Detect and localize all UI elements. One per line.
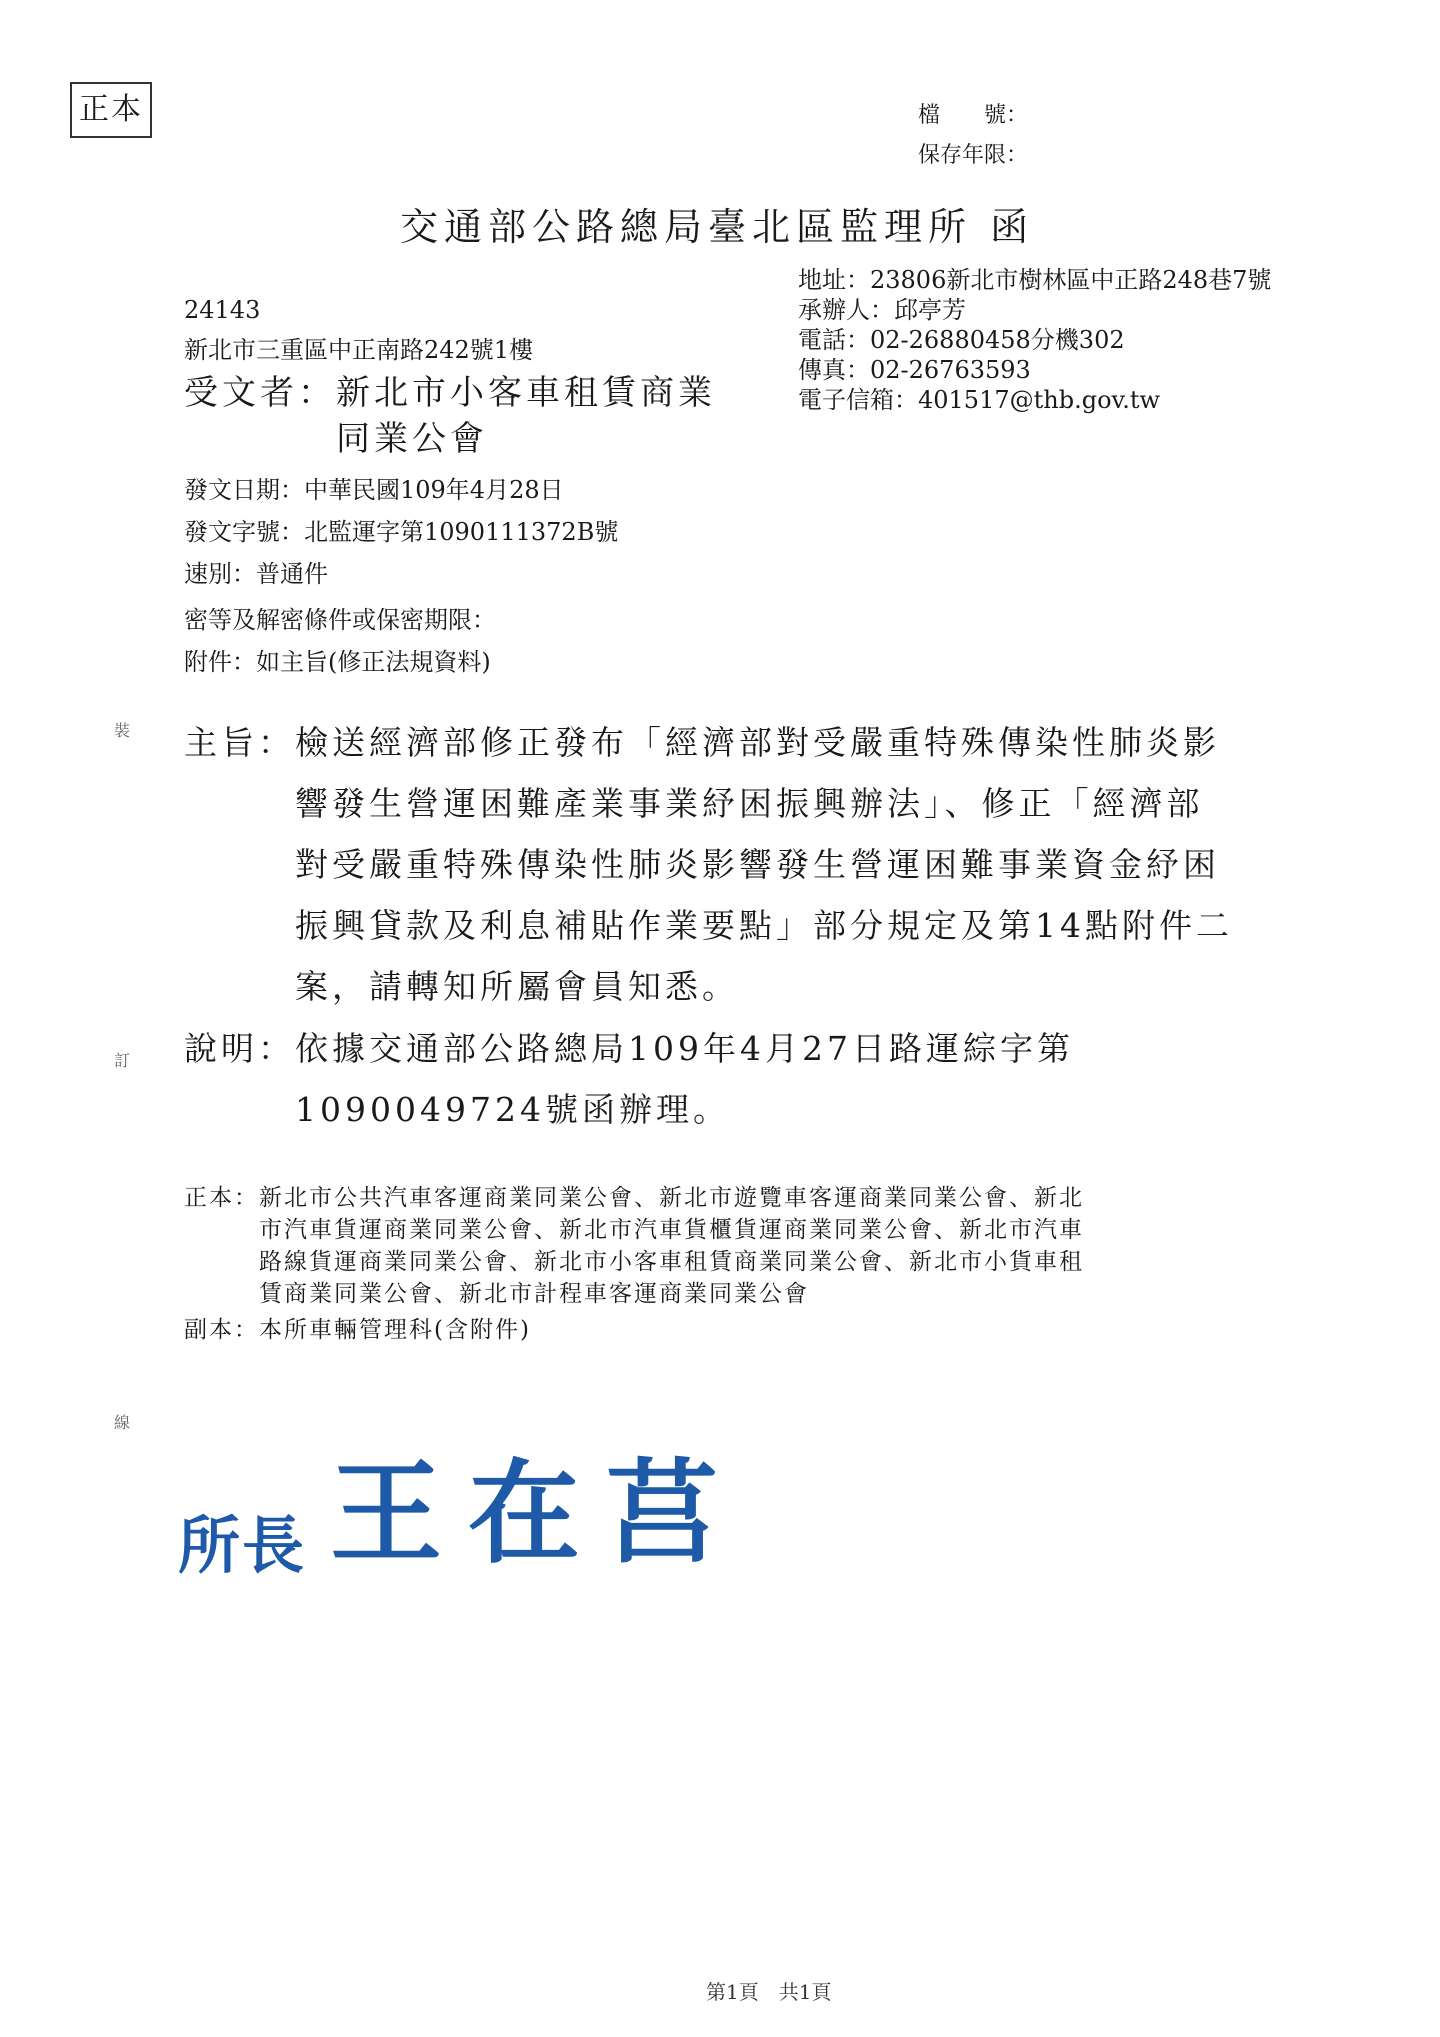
recipient-name-line1: 新北市小客車租賃商業 xyxy=(336,373,716,413)
duplicate-recipients: 副本：本所車輛管理科(含附件) xyxy=(184,1317,531,1343)
original-recipients-list xyxy=(259,1182,1084,1310)
subject-line-3: 對受嚴重特殊傳染性肺炎影響發生營運困難事業資金紓困 xyxy=(295,845,1220,884)
sender-handler: 承辦人：邱亭芳 xyxy=(798,296,966,324)
receiver-postal-code: 24143 xyxy=(184,296,261,324)
recipient-block xyxy=(184,370,716,462)
subject-line-2: 響發生營運困難產業事業紓困振興辦法」、修正「經濟部 xyxy=(295,784,1204,823)
explanation-section xyxy=(184,1018,1074,1140)
sender-email: 電子信箱：401517@thb.gov.tw xyxy=(798,386,1161,414)
binding-mark-2: 訂 xyxy=(114,1051,131,1070)
explanation-label: 說明： xyxy=(184,1029,295,1068)
subject-line-1: 檢送經濟部修正發布「經濟部對受嚴重特殊傳染性肺炎影 xyxy=(295,723,1220,762)
original-copy-stamp: 正本 xyxy=(70,82,152,138)
document-number: 發文字號：北監運字第1090111372B號 xyxy=(184,518,619,546)
recipient-label: 受文者： xyxy=(184,373,336,413)
explanation-line-2: 1090049724號函辦理。 xyxy=(295,1090,730,1129)
original-recipients-line-3: 路線貨運商業同業公會、新北市小客車租賃商業同業公會、新北市小貨車租 xyxy=(259,1249,1084,1275)
recipient-name xyxy=(336,370,716,462)
binding-mark-3: 線 xyxy=(114,1413,131,1432)
sender-address: 地址：23806新北市樹林區中正路248巷7號 xyxy=(798,266,1272,294)
subject-label: 主旨： xyxy=(184,723,295,762)
subject-text xyxy=(295,712,1233,1017)
explanation-text xyxy=(295,1018,1074,1140)
receiver-address: 新北市三重區中正南路242號1樓 xyxy=(184,336,534,364)
subject-line-4: 振興貸款及利息補貼作業要點」部分規定及第14點附件二 xyxy=(295,906,1233,945)
subject-line-5: 案，請轉知所屬會員知悉。 xyxy=(295,967,739,1006)
page-number: 第1頁 共1頁 xyxy=(706,1980,832,2004)
signature-title: 所長 xyxy=(178,1509,307,1582)
document-title: 交通部公路總局臺北區監理所 函 xyxy=(400,205,1035,249)
secrecy-level: 密等及解密條件或保密期限： xyxy=(184,606,496,634)
subject-section xyxy=(184,712,1233,1017)
original-recipients xyxy=(184,1182,1084,1310)
director-signature-seal xyxy=(178,1424,744,1585)
original-recipients-line-4: 賃商業同業公會、新北市計程車客運商業同業公會 xyxy=(259,1281,809,1307)
explanation-line-1: 依據交通部公路總局109年4月27日路運綜字第 xyxy=(295,1029,1074,1068)
signature-name: 王在莒 xyxy=(330,1448,745,1579)
delivery-speed: 速別：普通件 xyxy=(184,560,328,588)
retention-period-label: 保存年限： xyxy=(918,143,1029,168)
file-number-label: 檔 號： xyxy=(918,103,1029,128)
sender-phone: 電話：02-26880458分機302 xyxy=(798,326,1125,354)
original-recipients-line-2: 市汽車貨運商業同業公會、新北市汽車貨櫃貨運商業同業公會、新北市汽車 xyxy=(259,1217,1084,1243)
recipient-name-line2: 同業公會 xyxy=(336,419,488,459)
attachment-note: 附件：如主旨(修正法規資料) xyxy=(184,648,491,676)
binding-mark-1: 裝 xyxy=(114,721,131,740)
issue-date: 發文日期：中華民國109年4月28日 xyxy=(184,476,564,504)
sender-fax: 傳真：02-26763593 xyxy=(798,356,1031,384)
original-recipients-line-1: 新北市公共汽車客運商業同業公會、新北市遊覽車客運商業同業公會、新北 xyxy=(259,1185,1084,1211)
original-recipients-label: 正本： xyxy=(184,1185,259,1211)
